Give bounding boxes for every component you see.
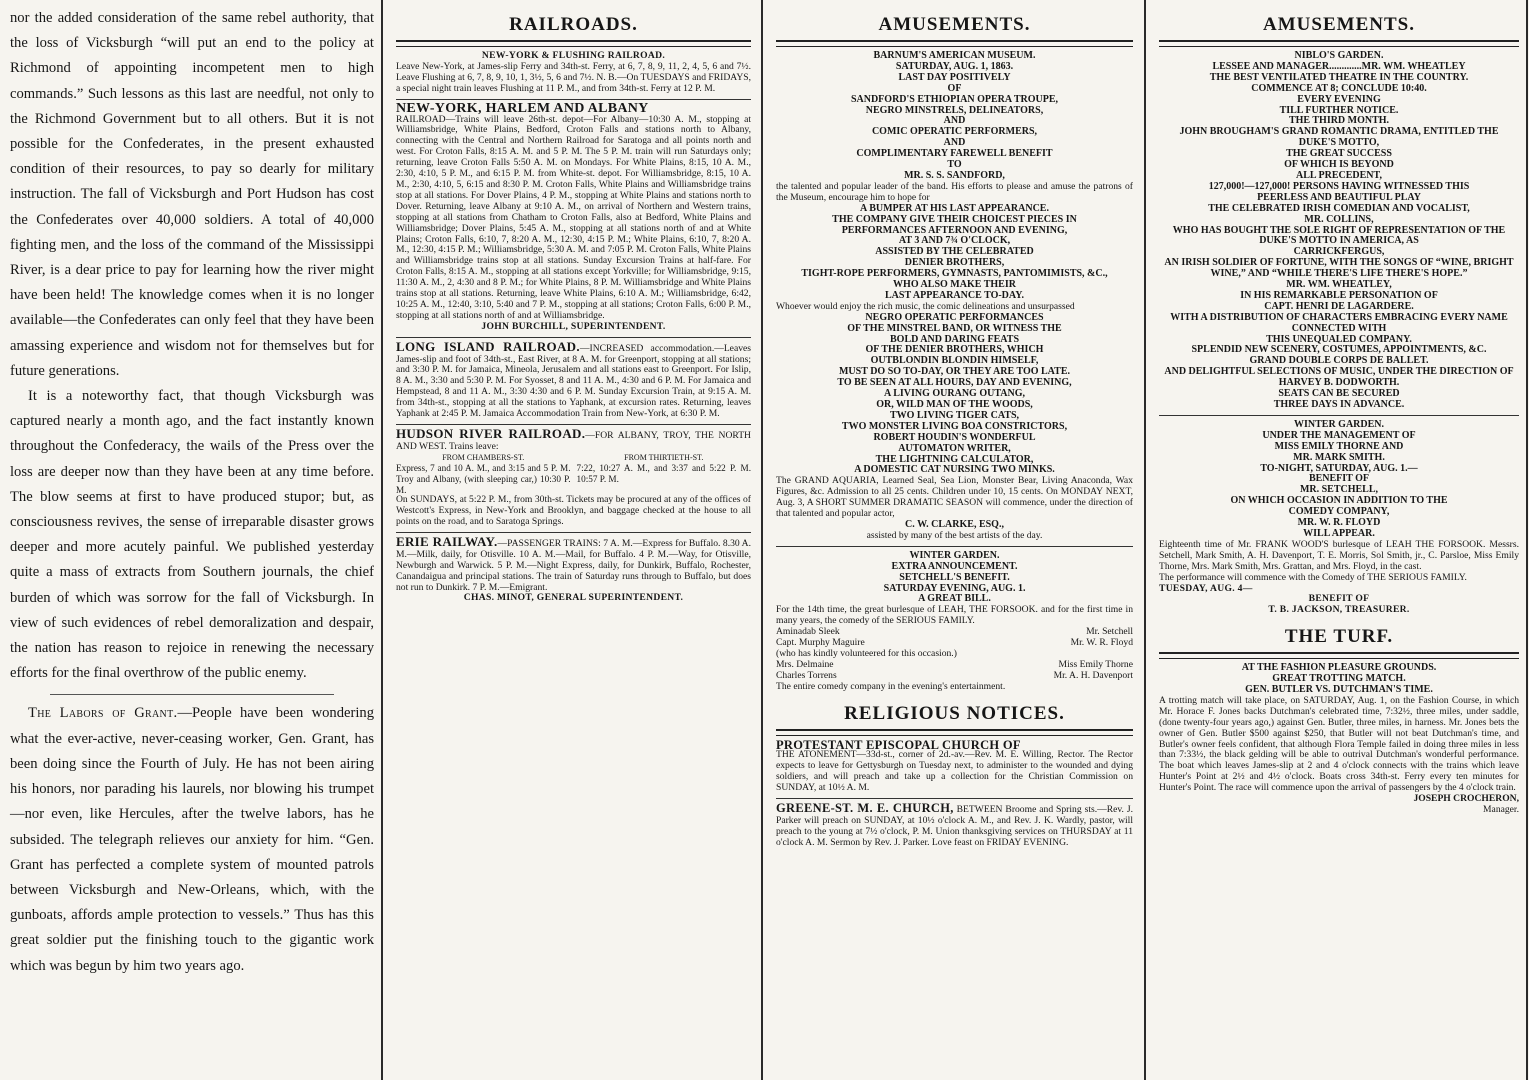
ad-divider [1159,415,1519,416]
ad-line: BENEFIT OF [1308,473,1370,485]
ad-line: IN HIS REMARKABLE PERSONATION OF [1240,289,1438,301]
column-rule [381,0,383,1080]
cast-role: (who has kindly volunteered for this occasion.) [776,647,957,659]
ad-line: A GREAT BILL. [918,593,991,605]
timetable-body: 7:22, 10:27 A. M., and 3:37 and 5:22 P. M. 10:57 P. M. [576,463,751,484]
ad-line: AT THE FASHION PLEASURE GROUNDS. [1241,662,1437,674]
ad-paragraph [396,533,751,594]
ad-line: THE THIRD MONTH. [1288,115,1390,127]
ad-body: THE ATONEMENT—33d-st., corner of 2d.-av.—Rev. M. E. Willing, Rector. The Rector expects to leave for Gettysburgh on Tuesday next, to administer to the wounded and dying soldiers, and will preach and take up a collection for the Christian Commission on SUNDAY, at 10½ A. M. [776,749,1133,794]
ad-line: A BUMPER AT HIS LAST APPEARANCE. [860,202,1049,214]
ad-line: TO [947,159,962,171]
ad-line: MR. MARK SMITH. [1293,451,1385,463]
ad-line: TUESDAY, AUG. 4— [1159,582,1253,594]
grant-title: The Labors of Grant. [28,705,178,722]
ad-body: Leave New-York, at James-slip Ferry and 34th-st. Ferry, at 6, 7, 8, 9, 11, 2, 4, 5, 6 and 7½. Leave Flushing at 6, 7, 8, 9, 10, 1, 3½, 5, 6 and 7½. N. B.—On TUESDAYS and FRIDAYS, a special night train leaves Flushing at 11 P. M., and from 34th-st. Ferry at 12 P. M. [396,60,751,94]
timetable [396,453,751,495]
ad-line: OF [947,82,962,94]
ad-line: WILL APPEAR. [1303,527,1375,539]
ad-body: —PASSENGER TRAINS: 7 A. M.—Express for Buffalo. 8.30 A. M.—Milk, daily, for Otisville. 10 A. M.—Mail, for Buffalo. 4 P. M.—Way, for Otisville, Newburgh and Warwick. 5 P. M.—Night Express, daily, for Dunkirk, Buffalo, Rochester, Canandaigua and principal stations. The train of Saturday runs through to Buffalo, but does not run to Dunkirk. 7 P. M.—Emigrant. [396,537,751,593]
ad-line: ALL PRECEDENT, [1296,169,1382,181]
ad-divider [776,546,1133,547]
ad-line: MUST DO SO TO-DAY, OR THEY ARE TOO LATE. [838,366,1070,378]
ad-line: AND [943,115,966,127]
ad-line: LAST DAY POSITIVELY [898,71,1011,83]
amusements-header: AMUSEMENTS. [878,14,1031,35]
ad-line: TILL FURTHER NOTICE. [1279,104,1399,116]
ad-body: On SUNDAYS, at 5:22 P. M., from 30th-st. Tickets may be procured at any of the offices of Westcott's Express, in New-York and Brooklyn, and baggage checked at the house to all points on the road, and to Saratoga Springs. [396,494,751,527]
ad-line: GEN. BUTLER VS. DUTCHMAN'S TIME. [1245,684,1433,696]
ad-title: BARNUM'S AMERICAN MUSEUM. [873,50,1036,61]
ad-line: OF THE DENIER BROTHERS, WHICH [865,344,1044,356]
ad-line: TWO MONSTER LIVING BOA CONSTRICTORS, [841,420,1068,432]
ad-line: COMMENCE AT 8; CONCLUDE 10:40. [1251,82,1427,94]
ad-line: NEGRO MINSTRELS, DELINEATORS, [865,104,1044,116]
ad-paragraph [776,803,1133,849]
ad-line: OF WHICH IS BEYOND [1284,159,1394,171]
ad-divider [776,798,1133,799]
ad-line: CAPT. HENRI DE LAGARDERE. [1264,300,1414,312]
header-rule [1159,652,1519,659]
cast-actor: Mr. A. H. Davenport [1053,669,1133,681]
ad-line: THIS UNEQUALED COMPANY. [1266,333,1412,345]
ad-line: ASSISTED BY THE CELEBRATED [875,246,1034,258]
ad-body: The performance will commence with the Comedy of THE SERIOUS FAMILY. [1159,571,1467,583]
ad-line: PEERLESS AND BEAUTIFUL PLAY [1257,191,1421,203]
ad-line: WHO ALSO MAKE THEIR [893,279,1016,291]
protestant-church-ad [776,737,1133,795]
ad-line: A DOMESTIC CAT NURSING TWO MINKS. [854,464,1055,476]
ad-line: MR. WM. WHEATLEY, [1286,279,1392,291]
ad-title: LONG ISLAND RAILROAD. [396,338,580,354]
ad-line: MR. COLLINS, [1304,213,1374,225]
ad-title: WINTER GARDEN. [909,549,1000,561]
cast-actor: Mr. W. R. Floyd [1070,637,1133,649]
cast-role: Aminadab Sleek [776,626,840,638]
ad-line: T. B. JACKSON, TREASURER. [1268,604,1410,616]
ad-body: Eighteenth time of Mr. FRANK WOOD'S burlesque of LEAH THE FORSOOK. Messrs. Setchell, Mark Smith, A. H. Davenport, T. E. Morris, Sol Smith, jr., C. Parsloe, Miss Emily Thorne, Mrs. Mark Smith, Mrs. Grattan, and Mrs. Floyd, in the cast. [1159,538,1519,572]
winter-garden-ad-2 [1159,420,1519,616]
ad-line: AN IRISH SOLDIER OF FORTUNE, WITH THE SONGS OF “WINE, BRIGHT WINE,” AND “WHILE THERE'S LIFE THERE'S HOPE.” [1164,257,1514,280]
wg-lines [1159,431,1519,540]
ad-line: SATURDAY EVENING, AUG. 1. [883,582,1026,594]
cast-role: Charles Torrens [776,669,837,681]
ad-line: JOHN BROUGHAM'S GRAND ROMANTIC DRAMA, ENTITLED THE [1179,126,1499,138]
ad-body: the talented and popular leader of the band. His efforts to please and amuse the patrons of the Museum, encourage him to hope for [776,180,1133,203]
ad-line: AT 3 AND 7¾ O'CLOCK, [898,235,1011,247]
ad-title: PROTESTANT EPISCOPAL CHURCH OF [776,737,1021,752]
greene-church-ad [776,803,1133,849]
header-rule [1159,40,1519,47]
editorial-paragraph: It is a noteworthy fact, that though Vicksburgh was captured nearly a month ago, and the fact instantly known throughout the Confederacy, the wails of the Press over the loss are deeper now than they have been at any time before. The blow seems at first to have produced stupor; but, as consciousness revives, the sense of irreparable disaster grows deeper and more acutely painful. We published yesterday quite a mass of extracts from Southern journals, the chief burden of which was sorrow for the fall of Vicksburgh. In view of such evidences of rebel demoralization and despair, the nation has reason to rejoice in renewing the necessary efforts for the final overthrow of the public enemy. [10,388,374,682]
turf-header: THE TURF. [1284,626,1394,648]
ad-line: DUKE'S MOTTO, [1298,137,1380,149]
header-rule [396,40,751,47]
ad-body: For the 14th time, the great burlesque of LEAH, THE FORSOOK. and for the first time in many years, the comedy of the SERIOUS FAMILY. [776,604,1133,627]
cast-actor: Mr. Setchell [1086,626,1133,638]
ad-line: GREAT TROTTING MATCH. [1272,673,1406,685]
ad-line: MISS EMILY THORNE AND [1274,440,1404,452]
timetable-head: FROM THIRTIETH-ST. [624,452,704,462]
grant-text: —People have been wondering what the ever-active, never-ceasing worker, Gen. Grant, has been doing since the Fourth of July. He has not been airing his honors, nor parading his laurels, nor blowing his trumpet—nor even, like Hercules, after the twelve labors, has he subsided. The telegraph relieves our anxiety for him. “Gen. Grant has perfected a complete system of mounted patrols between Vicksburgh and New-Orleans, which, with the gunboats, affords ample protection to vessels.” Thus has this great soldier put the finishing touch to the gigantic work which was begun by him two years ago. [10,705,374,974]
ad-paragraph [396,426,751,453]
ad-divider [396,337,751,338]
ad-body: Whoever would enjoy the rich music, the comic delineations and unsurpassed [776,300,1075,312]
ad-line: assisted by many of the best artists of the day. [866,529,1043,541]
ad-title: NEW-YORK, HARLEM AND ALBANY [396,100,649,116]
ad-line: ROBERT HOUDIN'S WONDERFUL [873,431,1036,443]
ad-line: THE COMPANY GIVE THEIR CHOICEST PIECES IN [832,213,1077,225]
ad-line: BENEFIT OF [1308,593,1370,605]
timetable-head: FROM CHAMBERS-ST. [442,452,525,462]
ad-line: UNDER THE MANAGEMENT OF [1262,429,1416,441]
grant-paragraph [10,701,374,978]
ad-signature: CHAS. MINOT, GENERAL SUPERINTENDENT. [463,592,684,604]
long-island-ad [396,338,751,420]
ad-line: THREE DAYS IN ADVANCE. [1273,399,1405,410]
ad-line: COMPLIMENTARY FAREWELL BENEFIT [856,148,1053,160]
ad-line: TWO LIVING TIGER CATS, [889,409,1020,421]
column-rule [1144,0,1146,1080]
column-rule [761,0,763,1080]
ad-line: C. W. CLARKE, ESQ., [905,518,1004,530]
ad-title: WINTER GARDEN. [1293,418,1384,430]
cast-actor: Miss Emily Thorne [1058,658,1133,670]
ad-title: GREENE-ST. M. E. CHURCH, [776,801,954,816]
ad-line: MR. SETCHELL, [1299,484,1379,496]
ad-line: LESSEE AND MANAGER.............MR. WM. WHEATLEY [1212,60,1466,72]
ad-line: AUTOMATON WRITER, [898,442,1011,454]
timetable-left [396,453,571,495]
ad-body: —FOR ALBANY, TROY, THE NORTH AND WEST. Trains leave: [396,430,751,452]
ad-line: COMIC OPERATIC PERFORMERS, [871,126,1038,138]
turf-lines [1159,663,1519,696]
ad-line: 127,000!—127,000! PERSONS HAVING WITNESSED THIS [1208,180,1470,192]
ad-line: TO BE SEEN AT ALL HOURS, DAY AND EVENING, [837,377,1072,389]
ad-line: EXTRA ANNOUNCEMENT. [891,560,1018,572]
ad-body: A trotting match will take place, on SATURDAY, Aug. 1, on the Fashion Course, in which Mr. Horace F. Jones backs Dutchman's celebrated time, 7:32½, three miles, under saddle, (done twenty-four years ago,) against Gen. Butler, three miles, in harness. Mr. Jones bets the owner of Gen. Butler $500 against $250, that Butler will not beat Dutchman's time, and Butler's owner feels confident, that although Flora Temple failed in doing three miles in less than 7:33½, the black gelding will be able to outrival Dutchman's wonderful performance. The boat which leaves James-slip at 2 and 4 o'clock connects with the trains which leave Hunter's Point at 2½ and 4½ o'clock. Boats cross 34th-st. Ferry every ten minutes for Hunter's Point. The race will commence upon the arrival of passengers by the 4 o'clock train. [1159,694,1519,794]
turf-ad [1159,663,1519,816]
ad-line: COMEDY COMPANY, [1288,506,1390,518]
wg-lines [776,562,1133,606]
ad-signature: Manager. [1483,804,1519,815]
winter-garden-ad [776,551,1133,693]
timetable-body: Express, 7 and 10 A. M., and 3:15 and 5 P. M. Troy and Albany, (with sleeping car,) 10:30 P. M. [396,463,571,495]
amusements-column [766,0,1141,1080]
ad-body: The GRAND AQUARIA, Learned Seal, Sea Lion, Monster Bear, Living Anaconda, Wax Figures, &c. Admission to all 25 cents. Children under 10, 15 cents. On MONDAY NEXT, Aug. 3, A SHORT SUMMER DRAMATIC SEASON will commence, under the direction of that talented and popular actor, [776,475,1133,520]
niblo-lines [1159,62,1519,411]
ad-body: RAILROAD—Trains will leave 26th-st. depot—For Albany—10:30 A. M., stopping at Williamsbridge, White Plains, Bedford, Croton Falls and stations north to Albany, connecting with the Central and Northern Railroad for Saratoga and all points north and west. For Croton Falls, 8:15 A. M. and 5 P. M. The 5 P. M. train will run Saturdays only; returning, leave Croton Falls 5:50 A. M. on Mondays. For White Plains, 8:15, 10 A. M., 2:30, 4:10, 5 P. M., and 6:15 P. M. from White-st. depot. For Williamsbridge, 8:15, 10 A. M., 2:30, 4:10, 5, 6:15 and 8:30 P. M. Croton Falls, White Plains and Williamsbridge trains stop at all stations. For Dover Plains, 4 P. M., stopping at White Plains and stations north to Dover. Returning, leave Albany at 9:10 A. M., on arrival of Northern and Western trains, stopping at all stations from Chatham to Croton Falls, also at Bedford, White Plains and Williamsbridge; Dover Plains, 5:45 A. M., stopping at all stations north of and at White Plains; Croton Falls, 6:10, 7, 8:20 A. M., 12:30, 4:15 P. M.; White Plains, 6:10, 7, 8:20 A. M., 12:30, 4:15 P. M.; Williamsbridge, 5:30 A. M. and 7:05 P. M. Croton Falls, White Plains and Williamsbridge trains stop at all stations. Sunday Excursion Trains at half-fare. For Croton Falls, 8:15 A. M., stopping at all stations except Yorkville; for Williamsbridge, 9:15, 11:30 A. M., 2, 4:30 and 8 P. M.; for White Plains, 8 P. M. Williamsbridge and White Plains trains stop at all stations. Returning, leave White Plains, 6:10 A. M.; Williamsbridge, 6:42, 10:25 A. M., 12:40, 3:10, 5:40 and 7 P. M., stopping at all stations; Croton Falls, 6:00 P. M., stopping at all stations north of and at Williamsbridge. [396,113,751,321]
barnum-lines [776,204,1133,302]
ad-line: AND [943,137,966,149]
ad-divider [396,532,751,533]
ad-title: ERIE RAILWAY. [396,533,498,549]
cast-role: Mrs. Delmaine [776,658,834,670]
ad-title: HUDSON RIVER RAILROAD. [396,426,586,441]
harlem-ad [396,100,751,333]
ad-line: MR. W. R. FLOYD [1297,517,1381,529]
ad-paragraph [396,338,751,420]
ad-line: SETCHELL'S BENEFIT. [899,571,1010,583]
barnum-ad [776,51,1133,542]
ad-line: ON WHICH OCCASION IN ADDITION TO THE [1230,495,1448,507]
barnum-lines [776,62,1133,182]
ad-divider [396,424,751,425]
ad-line: OR, WILD MAN OF THE WOODS, [876,399,1033,410]
ad-line: AND DELIGHTFUL SELECTIONS OF MUSIC, UNDER THE DIRECTION OF HARVEY B. DODWORTH. [1164,366,1514,389]
hudson-ad [396,426,751,528]
ad-line: PERFORMANCES AFTERNOON AND EVENING, [841,224,1068,236]
ad-body: The entire comedy company in the evening's entertainment. [776,680,1006,692]
cast-role: Capt. Murphy Maguire [776,637,865,649]
ad-signature: JOSEPH CROCHERON, [1413,793,1519,805]
ad-signature: JOHN BURCHILL, SUPERINTENDENT. [481,320,666,332]
ad-line: TIGHT-ROPE PERFORMERS, GYMNASTS, PANTOMIMISTS, &C., [801,268,1108,280]
railroads-header: RAILROADS. [509,14,638,35]
ad-line: THE GREAT SUCCESS [1286,148,1392,160]
header-rule [776,40,1133,47]
ad-line: MR. S. S. SANDFORD, [904,169,1005,181]
railroads-column [386,0,759,1080]
ad-line: THE LIGHTNING CALCULATOR, [875,453,1034,465]
flushing-ad [396,51,751,95]
ad-line: TO-NIGHT, SATURDAY, AUG. 1.— [1260,462,1418,474]
ad-title: NIBLO'S GARDEN. [1294,50,1384,61]
timetable-right [577,453,752,495]
erie-ad [396,533,751,604]
ad-line: BOLD AND DARING FEATS [890,333,1019,345]
editorial-column [0,0,380,1080]
editorial-paragraph: nor the added consideration of the same rebel authority, that the loss of Vicksburgh “will put an end to the policy at Richmond of appointing incompetent men to high commands.” Such lessons as this last are needful, not only to the Richmond Government but to all others. But it is not possible for the Confederates, in the present exhausted condition of their resources, to pay so dearly for military instruction. The fall of Vicksburgh and Port Hudson has cost the Confederates over 40,000 soldiers. A total of 40,000 fighting men, and the loss of the command of the Mississippi River, is a dear price to pay for learning how the river might have been held! The knowledge comes when it is no longer available—the Confederates can only feel that they have been amassing experience and wisdom not for themselves but for future generations. [10,10,374,379]
section-divider [50,694,334,695]
ad-line: SPLENDID NEW SCENERY, COSTUMES, APPOINTMENTS, &C. [1191,344,1487,356]
ad-line: THE CELEBRATED IRISH COMEDIAN AND VOCALIST, [1208,202,1470,214]
amusements-header: AMUSEMENTS. [1263,14,1415,35]
ad-line: CARRICKFERGUS, [1293,246,1385,258]
ad-line: GRAND DOUBLE CORPS DE BALLET. [1249,355,1429,367]
niblos-garden-ad [1159,51,1519,411]
ad-line: SEATS CAN BE SECURED [1278,388,1400,400]
header-rule [776,729,1133,736]
ad-line: WITH A DISTRIBUTION OF CHARACTERS EMBRACING EVERY NAME CONNECTED WITH [1170,311,1508,334]
amusements-column-2 [1149,0,1527,1080]
ad-line: LAST APPEARANCE TO-DAY. [884,289,1025,301]
ad-body: BETWEEN Broome and Spring sts.—Rev. J. Parker will preach on SUNDAY, at 10½ o'clock A. M., and Rev. J. K. Wardly, pastor, will preach to the young at 7½ o'clock, P. M. Union thanksgiving services on THURSDAY at 11 o'clock A. M. Sermon by Rev. J. Parker. Love feast on FRIDAY EVENING. [776,804,1134,848]
ad-line: DENIER BROTHERS, [904,257,1005,269]
ad-line: A LIVING OURANG OUTANG, [884,388,1025,400]
ad-line: OUTBLONDIN BLONDIN HIMSELF, [870,355,1039,367]
cast-list [776,627,1133,682]
ad-line: WHO HAS BOUGHT THE SOLE RIGHT OF REPRESENTATION OF THE DUKE'S MOTTO IN AMERICA, AS [1172,224,1506,247]
religious-header: RELIGIOUS NOTICES. [844,702,1065,724]
ad-line: THE BEST VENTILATED THEATRE IN THE COUNTRY. [1209,71,1469,83]
ad-line: EVERY EVENING [1297,93,1381,105]
ad-line: NEGRO OPERATIC PERFORMANCES [865,311,1044,323]
barnum-lines [776,313,1133,477]
ad-body: —INCREASED accommodation.—Leaves James-slip and foot of 34th-st., East River, at 8 A. M. for Greenport, stopping at all stations; and 3:30 P. M. for Jamaica, Mineola, Jerusalem and all stations east to Greenport. For Islip, 8 A. M., 3:30 and 5:30 P. M. For Syosset, 8 and 11 A. M., 4:30 and 6 P. M. For Jamaica and Hempstead, 8 and 11 A. M., 3:30 4:30 and 6 P. M. Sunday Excursion Train, at 9:15 A. M. from 34th-st., stopping at all the stations to Yaphank, at excursion rates. Returning, leaves Yaphank at 2:45 P. M. Jamaica Accommodation Train from New-York, at 6:30 P. M. [396,342,751,420]
ad-line: SATURDAY, AUG. 1, 1863. [895,60,1014,72]
ad-line: SANDFORD'S ETHIOPIAN OPERA TROUPE, [850,93,1059,105]
ad-divider [396,99,751,100]
ad-line: OF THE MINSTREL BAND, OR WITNESS THE [847,322,1062,334]
ad-title: NEW-YORK & FLUSHING RAILROAD. [481,50,666,61]
